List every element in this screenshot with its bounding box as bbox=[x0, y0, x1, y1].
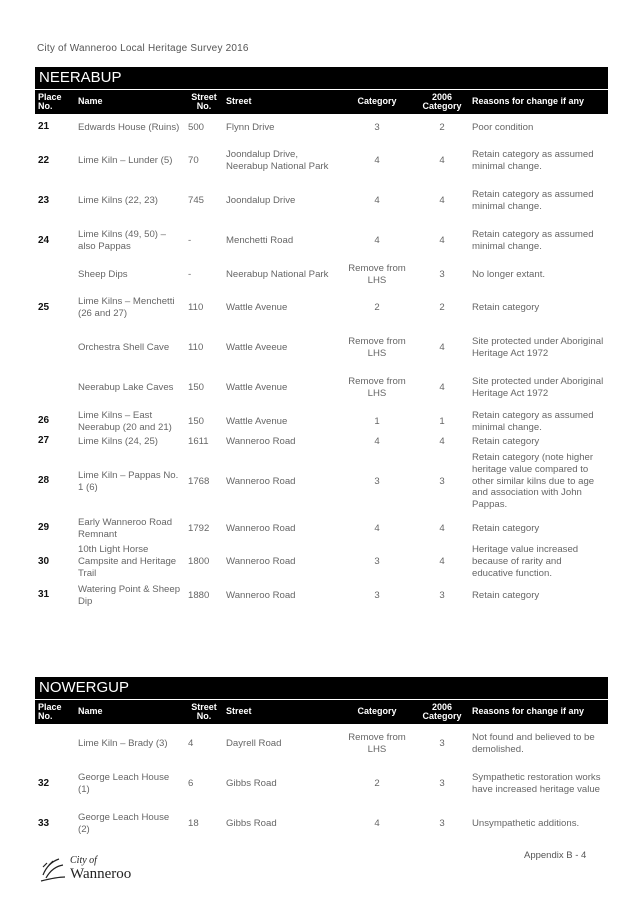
category-value: 2 bbox=[374, 778, 380, 789]
item-name: Lime Kilns – East Neerabup (20 and 21) bbox=[78, 409, 172, 433]
category-2006-value: 4 bbox=[439, 235, 445, 246]
category-value: 3 bbox=[374, 121, 380, 133]
street-name: Gibbs Road bbox=[226, 778, 277, 789]
table-row bbox=[35, 114, 608, 141]
page-number: Appendix B - 4 bbox=[524, 850, 587, 861]
table-row bbox=[35, 221, 608, 261]
place-number: 23 bbox=[38, 194, 50, 206]
item-name: Watering Point & Sheep Dip bbox=[78, 583, 181, 607]
category-2006-value: 2 bbox=[439, 302, 445, 313]
nowergup-section bbox=[35, 677, 608, 844]
street-number: 150 bbox=[188, 382, 205, 393]
street-name: Wattle Avenue bbox=[226, 382, 288, 393]
street-number: 18 bbox=[188, 818, 199, 829]
street-number: - bbox=[188, 235, 192, 246]
category-value: 4 bbox=[374, 522, 380, 534]
table-row bbox=[35, 368, 608, 408]
street-number: 1800 bbox=[188, 556, 210, 567]
street-number: 110 bbox=[188, 342, 204, 353]
reason-text: Retain category (note higher heritage value compared to other similar kilns due to age and association with John Pappas. bbox=[472, 451, 595, 511]
category-2006-value: 4 bbox=[439, 155, 445, 166]
street-number: - bbox=[188, 268, 192, 280]
col-category-2006: 2006 Category bbox=[422, 91, 462, 111]
item-name: Lime Kilns (24, 25) bbox=[78, 435, 158, 447]
reason-text: Retain category as assumed minimal change. bbox=[472, 409, 594, 433]
category-value: 3 bbox=[374, 589, 380, 601]
place-number: 25 bbox=[38, 301, 50, 313]
neerabup-section bbox=[35, 67, 608, 609]
reason-text: Retain category bbox=[472, 589, 540, 601]
table-row bbox=[35, 408, 608, 435]
col-street-no: Street No. bbox=[191, 701, 217, 721]
category-value: 4 bbox=[374, 435, 380, 447]
street-name: Wanneroo Road bbox=[226, 475, 296, 487]
category-2006-value: 3 bbox=[439, 475, 445, 487]
item-name: Neerabup Lake Caves bbox=[78, 382, 174, 393]
street-number: 110 bbox=[188, 302, 204, 313]
category-value: Remove from LHS bbox=[348, 336, 406, 359]
place-number: 32 bbox=[38, 777, 50, 789]
reason-text: Sympathetic restoration works have increased heritage value bbox=[472, 772, 601, 795]
category-value: 1 bbox=[374, 415, 380, 427]
category-value: Remove from LHS bbox=[348, 732, 406, 755]
street-number: 1768 bbox=[188, 475, 210, 487]
item-name: George Leach House (2) bbox=[78, 812, 170, 835]
category-2006-value: 3 bbox=[439, 738, 445, 749]
column-headers bbox=[35, 89, 608, 114]
col-reasons: Reasons for change if any bbox=[472, 706, 585, 717]
place-number: 30 bbox=[38, 555, 50, 567]
table-row bbox=[35, 764, 608, 804]
street-name: Wanneroo Road bbox=[226, 589, 296, 601]
street-number: 1792 bbox=[188, 522, 210, 534]
table-row bbox=[35, 181, 608, 221]
item-name: Lime Kiln – Brady (3) bbox=[78, 738, 168, 749]
place-number: 27 bbox=[38, 435, 50, 447]
category-value: 4 bbox=[374, 195, 380, 206]
table-row bbox=[35, 515, 608, 542]
table-row bbox=[35, 141, 608, 181]
category-2006-value: 4 bbox=[439, 435, 445, 447]
category-2006-value: 4 bbox=[439, 522, 445, 534]
street-number: 4 bbox=[188, 738, 194, 749]
street-name: Menchetti Road bbox=[226, 235, 294, 246]
place-number: 31 bbox=[38, 589, 50, 601]
street-name: Wattle Avenue bbox=[226, 302, 288, 313]
category-value: Remove from LHS bbox=[348, 262, 406, 286]
category-2006-value: 3 bbox=[439, 589, 445, 601]
reason-text: Site protected under Aboriginal Heritage Act 1972 bbox=[472, 336, 604, 359]
col-category-2006: 2006 Category bbox=[422, 701, 462, 721]
table-row bbox=[35, 804, 608, 844]
item-name: Lime Kilns (22, 23) bbox=[78, 195, 158, 206]
category-2006-value: 3 bbox=[439, 778, 445, 789]
street-number: 1611 bbox=[188, 435, 209, 447]
street-name: Joondalup Drive, Neerabup National Park bbox=[226, 149, 329, 172]
item-name: Edwards House (Ruins) bbox=[78, 121, 180, 133]
category-2006-value: 4 bbox=[439, 195, 445, 206]
street-name: Joondalup Drive bbox=[226, 195, 296, 206]
page-header: City of Wanneroo Local Heritage Survey 2016 bbox=[37, 43, 249, 54]
city-logo bbox=[37, 853, 147, 885]
table-row bbox=[35, 724, 608, 764]
section-title: NOWERGUP bbox=[35, 677, 608, 699]
reason-text: Unsympathetic additions. bbox=[472, 818, 580, 829]
col-street: Street bbox=[226, 706, 252, 717]
table-row bbox=[35, 582, 608, 609]
street-number: 500 bbox=[188, 121, 205, 133]
col-street: Street bbox=[226, 96, 252, 107]
street-name: Dayrell Road bbox=[226, 738, 282, 749]
table-row bbox=[35, 435, 608, 448]
item-name: Orchestra Shell Cave bbox=[78, 342, 170, 353]
street-name: Wattle Aveeue bbox=[226, 342, 288, 353]
reason-text: Retain category bbox=[472, 302, 540, 313]
category-2006-value: 2 bbox=[439, 121, 445, 133]
table-row bbox=[35, 328, 608, 368]
item-name: Lime Kilns (49, 50) – also Pappas bbox=[78, 229, 166, 252]
item-name: 10th Light Horse Campsite and Heritage Trail bbox=[78, 544, 177, 579]
item-name: Lime Kilns – Menchetti (26 and 27) bbox=[78, 296, 175, 319]
table-row bbox=[35, 542, 608, 582]
section-title: NEERABUP bbox=[35, 67, 608, 89]
category-2006-value: 3 bbox=[439, 268, 445, 280]
reason-text: Poor condition bbox=[472, 121, 534, 133]
reason-text: Not found and believed to be demolished. bbox=[472, 732, 595, 755]
category-value: 4 bbox=[374, 235, 380, 246]
street-number: 1880 bbox=[188, 589, 210, 601]
place-number: 26 bbox=[38, 415, 50, 427]
street-name: Flynn Drive bbox=[226, 121, 275, 133]
column-headers bbox=[35, 699, 608, 724]
col-place: Place No. bbox=[38, 91, 62, 111]
category-2006-value: 4 bbox=[439, 342, 445, 353]
category-2006-value: 1 bbox=[439, 415, 445, 427]
place-number: 22 bbox=[38, 154, 50, 166]
street-number: 150 bbox=[188, 415, 205, 427]
category-value: 4 bbox=[374, 155, 380, 166]
col-place: Place No. bbox=[38, 701, 62, 721]
col-category: Category bbox=[357, 96, 397, 107]
category-value: 3 bbox=[374, 556, 380, 567]
col-name: Name bbox=[78, 96, 103, 107]
logo-text-bottom: Wanneroo bbox=[70, 866, 132, 882]
category-2006-value: 4 bbox=[439, 556, 445, 567]
table-row bbox=[35, 448, 608, 515]
col-name: Name bbox=[78, 706, 103, 717]
reason-text: Site protected under Aboriginal Heritage Act 1972 bbox=[472, 376, 604, 399]
logo-text-top: City of bbox=[70, 855, 97, 866]
place-number: 29 bbox=[38, 522, 50, 534]
item-name: George Leach House (1) bbox=[78, 772, 170, 795]
street-number: 6 bbox=[188, 778, 194, 789]
category-value: 3 bbox=[374, 475, 380, 487]
item-name: Lime Kiln – Pappas No. 1 (6) bbox=[78, 469, 179, 493]
table-row bbox=[35, 261, 608, 288]
place-number: 24 bbox=[38, 234, 50, 246]
item-name: Sheep Dips bbox=[78, 268, 128, 280]
category-2006-value: 3 bbox=[439, 818, 445, 829]
place-number: 28 bbox=[38, 475, 50, 487]
item-name: Lime Kiln – Lunder (5) bbox=[78, 155, 173, 166]
reason-text: Retain category bbox=[472, 435, 540, 447]
place-number: 21 bbox=[38, 121, 50, 133]
category-value: Remove from LHS bbox=[348, 376, 406, 399]
reason-text: No longer extant. bbox=[472, 268, 546, 280]
reason-text: Retain category bbox=[472, 522, 540, 534]
street-name: Neerabup National Park bbox=[226, 268, 329, 280]
street-name: Gibbs Road bbox=[226, 818, 277, 829]
category-2006-value: 4 bbox=[439, 382, 445, 393]
street-name: Wattle Avenue bbox=[226, 415, 288, 427]
street-name: Wanneroo Road bbox=[226, 522, 296, 534]
street-name: Wanneroo Road bbox=[226, 556, 296, 567]
reason-text: Retain category as assumed minimal change. bbox=[472, 229, 594, 252]
logo-emblem-icon bbox=[41, 859, 65, 881]
category-value: 2 bbox=[374, 302, 380, 313]
col-street-no: Street No. bbox=[191, 91, 217, 111]
category-value: 4 bbox=[374, 818, 380, 829]
col-reasons: Reasons for change if any bbox=[472, 96, 585, 107]
table-row bbox=[35, 288, 608, 328]
reason-text: Retain category as assumed minimal change. bbox=[472, 149, 594, 172]
reason-text: Heritage value increased because of rarity and educative function. bbox=[472, 544, 579, 579]
col-category: Category bbox=[357, 706, 397, 717]
item-name: Early Wanneroo Road Remnant bbox=[78, 516, 173, 540]
street-number: 70 bbox=[188, 155, 199, 166]
street-number: 745 bbox=[188, 195, 205, 206]
place-number: 33 bbox=[38, 817, 50, 829]
street-name: Wanneroo Road bbox=[226, 435, 296, 447]
reason-text: Retain category as assumed minimal change. bbox=[472, 189, 594, 212]
